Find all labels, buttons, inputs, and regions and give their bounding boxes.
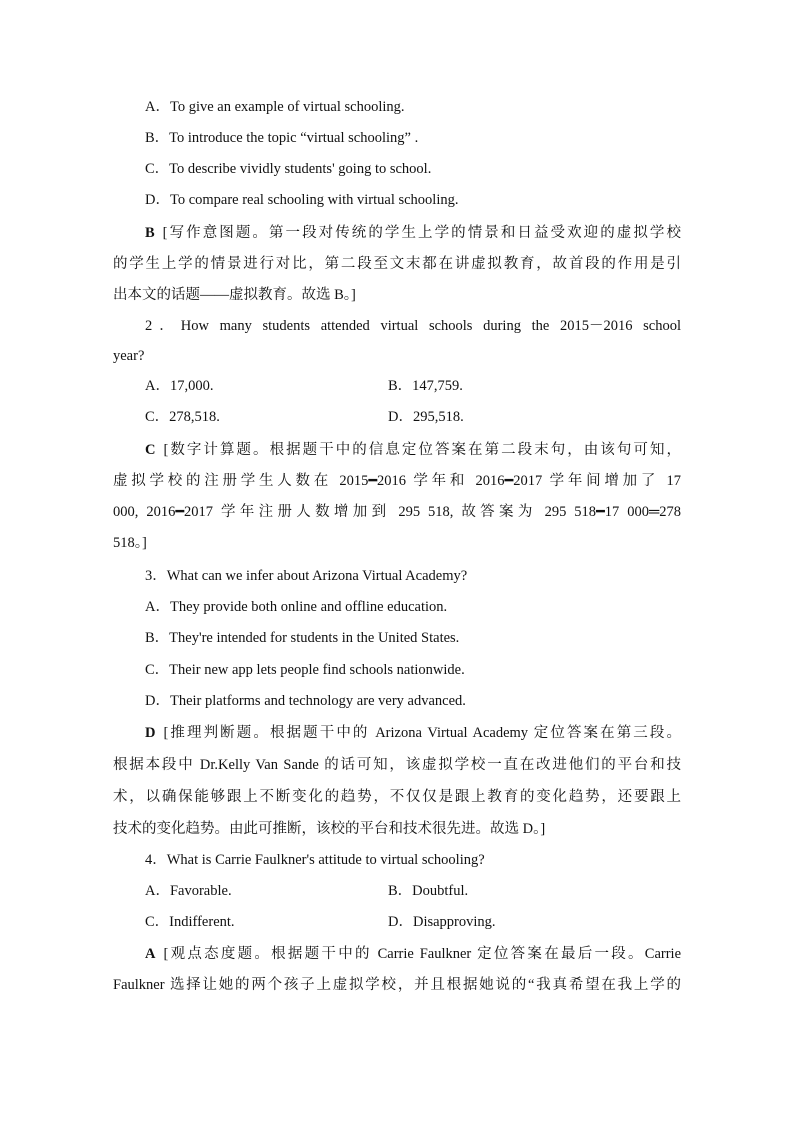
q3-option-a: A．They provide both online and offline education. [145,599,448,615]
q2-explanation-3: 000, 2016━2017 学年注册人数增加到 295 518, 故答案为 295 518━17 000═278 [113,504,681,520]
q1-option-c: C．To describe vividly students' going to school. [145,161,432,177]
q1-option-d: D．To compare real schooling with virtual schooling. [145,192,459,208]
q2-explanation-4: 518。] [113,535,147,551]
q1-explanation-1: [写作意图题。第一段对传统的学生上学的情景和日益受欢迎的虚拟学校 [162,225,681,241]
q1-answer-line-1 [145,223,681,243]
q2-question-line-1: 2．How many students attended virtual schools during the 2015－2016 school [145,318,681,334]
q2-question-line-2: year? [113,348,145,364]
q3-answer-letter: D [145,725,156,741]
q3-explanation-2: 根据本段中 Dr.Kelly Van Sande 的话可知，该虚拟学校一直在改进他们的平台和技 [113,757,681,773]
q2-explanation-1: [数字计算题。根据题干中的信息定位答案在第二段末句，由该句可知， [163,442,681,458]
q1-option-a: A．To give an example of virtual schooling. [145,99,405,115]
q4-question: 4．What is Carrie Faulkner's attitude to virtual schooling? [145,852,485,868]
q2-option-c: C．278,518. [145,409,220,425]
q2-option-a: A．17,000. [145,378,214,394]
q3-question: 3．What can we infer about Arizona Virtual Academy? [145,568,468,584]
q3-option-c: C．Their new app lets people find schools nationwide. [145,662,465,678]
q3-explanation-1: [推理判断题。根据题干中的 Arizona Virtual Academy 定位答案在第三段。 [163,725,681,741]
q4-option-d: D．Disapproving. [388,914,496,930]
q2-option-b: B．147,759. [388,378,463,394]
q2-answer-letter: C [145,442,156,458]
q4-option-b: B．Doubtful. [388,883,469,899]
q4-explanation-2: Faulkner 选择让她的两个孩子上虚拟学校，并且根据她说的“我真希望在我上学的 [113,977,681,993]
q3-option-d: D．Their platforms and technology are very advanced. [145,693,466,709]
q1-option-b: B．To introduce the topic “virtual schooling” . [145,130,419,146]
q3-answer-line-1 [145,723,681,743]
q2-explanation-2: 虚拟学校的注册学生人数在 2015━2016 学年和 2016━2017 学年间增加了 17 [113,473,681,489]
q2-answer-line-1 [145,440,681,460]
q4-explanation-1: [观点态度题。根据题干中的 Carrie Faulkner 定位答案在最后一段。Carrie [163,946,681,962]
q1-explanation-3: 出本文的话题——虚拟教育。故选 B。] [113,287,356,303]
q3-explanation-4: 技术的变化趋势。由此可推断，该校的平台和技术很先进。故选 D。] [113,821,546,837]
q1-answer-letter: B [145,225,155,241]
q4-answer-line-1 [145,944,681,964]
q4-option-a: A．Favorable. [145,883,232,899]
q3-option-b: B．They're intended for students in the United States. [145,630,460,646]
q4-answer-letter: A [145,946,156,962]
q4-option-c: C．Indifferent. [145,914,235,930]
q3-explanation-3: 术，以确保能够跟上不断变化的趋势，不仅仅是跟上教育的变化趋势，还要跟上 [113,789,681,805]
q1-explanation-2: 的学生上学的情景进行对比，第二段至文末都在讲虚拟教育，故首段的作用是引 [113,256,681,272]
q2-option-d: D．295,518. [388,409,464,425]
